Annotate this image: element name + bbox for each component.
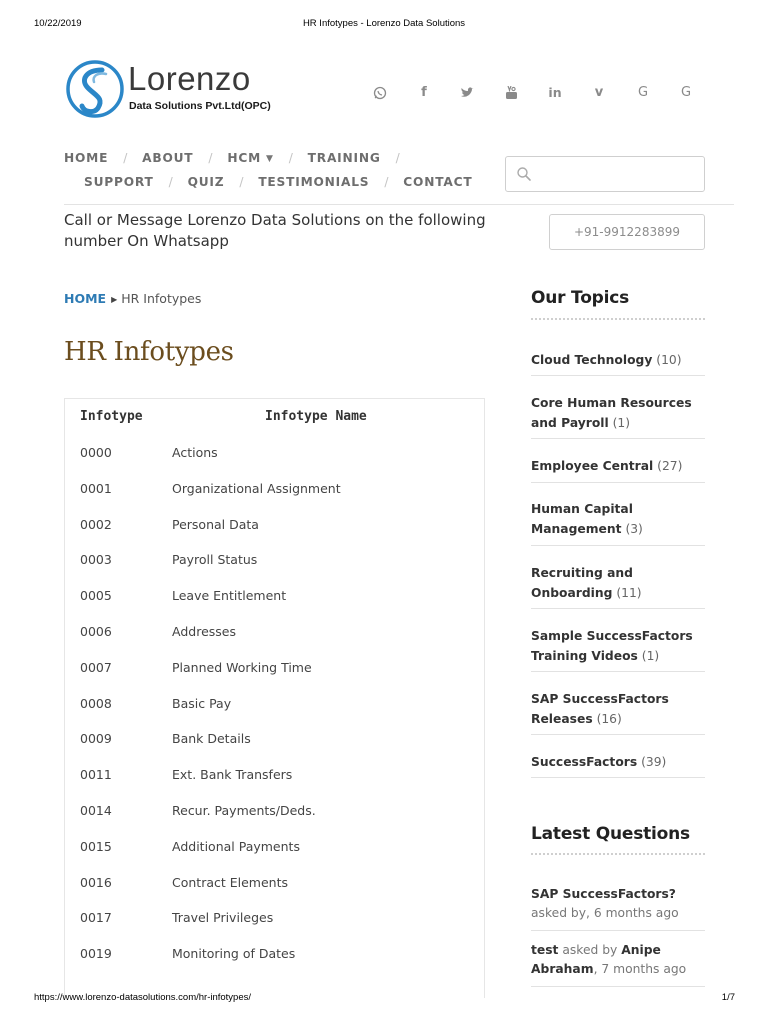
- infotype-code: 0003: [80, 552, 112, 568]
- table-row: [65, 875, 484, 911]
- topic-link[interactable]: [531, 456, 705, 476]
- nav-quiz[interactable]: QUIZ: [187, 175, 225, 189]
- topics-divider: [531, 318, 705, 320]
- topic-divider: [531, 608, 705, 609]
- infotype-code: 0016: [80, 874, 112, 890]
- topic-divider: [531, 438, 705, 439]
- topic-count: (16): [596, 712, 622, 726]
- topic-divider: [531, 777, 705, 778]
- table-row: [65, 910, 484, 946]
- nav-row-1: [64, 151, 415, 169]
- topic-count: (39): [641, 755, 667, 769]
- topic-link[interactable]: [531, 499, 705, 539]
- infotype-name: Bank Details: [172, 731, 251, 747]
- question-time: , 6 months ago: [586, 906, 679, 920]
- question-time: , 7 months ago: [593, 962, 687, 976]
- table-row: [65, 839, 484, 875]
- print-title: HR Infotypes - Lorenzo Data Solutions: [302, 18, 466, 29]
- topic-divider: [531, 734, 705, 735]
- infotype-code: 0000: [80, 445, 112, 460]
- logo-subtitle: Data Solutions Pvt.Ltd(OPC): [129, 100, 271, 112]
- search-input[interactable]: [538, 163, 698, 185]
- question-divider: [531, 930, 705, 931]
- vimeo-icon[interactable]: v: [594, 85, 604, 100]
- topic-link[interactable]: [531, 752, 705, 772]
- nav-separator: /: [384, 175, 390, 189]
- table-header-infotype-name: Infotype Name: [265, 409, 367, 424]
- topic-divider: [531, 482, 705, 483]
- print-page-number: 1/7: [721, 992, 735, 1003]
- caret-down-icon: ▼: [266, 154, 274, 164]
- question-item: [531, 885, 707, 923]
- header-divider: [64, 204, 734, 205]
- topic-name: Recruiting and Onboarding: [531, 566, 633, 600]
- nav-about[interactable]: ABOUT: [142, 151, 194, 165]
- infotype-code: 0017: [80, 910, 112, 926]
- nav-training[interactable]: TRAINING: [307, 151, 381, 165]
- infotype-code: 0006: [80, 624, 112, 639]
- table-row: [65, 660, 484, 696]
- latest-questions-title: Latest Questions: [531, 824, 690, 844]
- print-url: https://www.lorenzo-datasolutions.com/hr-infotypes/: [34, 992, 252, 1003]
- infotype-name: Monitoring of Dates: [172, 946, 296, 962]
- infotype-name: Basic Pay: [172, 695, 232, 711]
- table-row: [65, 552, 484, 588]
- infotype-name: Travel Privileges: [172, 910, 274, 926]
- topic-link[interactable]: [531, 350, 705, 370]
- table-row: [65, 481, 484, 517]
- table-row: [65, 517, 484, 553]
- nav-home[interactable]: HOME: [64, 151, 109, 165]
- breadcrumb-home-link[interactable]: HOME: [64, 291, 107, 306]
- topic-divider: [531, 375, 705, 376]
- infotype-code: 0001: [80, 480, 112, 496]
- topic-count: (10): [656, 353, 682, 367]
- topic-name: Human Capital Management: [531, 502, 633, 536]
- infotype-name: Addresses: [172, 624, 236, 639]
- table-row: [65, 803, 484, 839]
- nav-support[interactable]: SUPPORT: [84, 175, 154, 189]
- topic-name: Cloud Technology: [531, 353, 653, 367]
- questions-divider: [531, 853, 705, 855]
- site-logo[interactable]: [64, 58, 294, 122]
- nav-testimonials[interactable]: TESTIMONIALS: [258, 175, 370, 189]
- search-box[interactable]: [505, 156, 705, 192]
- infotype-name: Ext. Bank Transfers: [172, 767, 293, 783]
- print-header: [0, 18, 768, 32]
- question-asked-label: asked by: [562, 943, 618, 957]
- breadcrumb-current: HR Infotypes: [121, 291, 202, 306]
- question-author[interactable]: Anipe Abraham: [531, 943, 661, 976]
- infotype-name: Recur. Payments/Deds.: [172, 803, 316, 818]
- page-title: HR Infotypes: [64, 337, 234, 367]
- topic-name: Core Human Resources and Payroll: [531, 396, 692, 430]
- infotype-code: 0014: [80, 803, 112, 818]
- infotype-code: 0019: [80, 946, 112, 962]
- whatsapp-icon[interactable]: [369, 84, 391, 102]
- table-header-infotype: Infotype: [80, 409, 143, 424]
- topic-name: Sample SuccessFactors Training Videos: [531, 629, 693, 663]
- infotype-code: 0011: [80, 767, 112, 783]
- infotype-code: 0015: [80, 838, 112, 854]
- infotype-name: Leave Entitlement: [172, 588, 287, 604]
- table-row: [65, 624, 484, 660]
- infotype-code: 0009: [80, 731, 112, 747]
- question-title[interactable]: SAP SuccessFactors?: [531, 887, 676, 901]
- breadcrumb: [64, 291, 201, 306]
- nav-contact[interactable]: CONTACT: [403, 175, 473, 189]
- table-row: [65, 946, 484, 982]
- question-asked-label: asked: [531, 906, 567, 920]
- topic-count: (11): [616, 586, 642, 600]
- search-icon: [516, 166, 532, 182]
- question-title[interactable]: test: [531, 943, 559, 957]
- infotype-table: [64, 398, 485, 998]
- infotype-code: 0008: [80, 695, 112, 711]
- print-footer: [0, 992, 768, 1006]
- lorenzo-logo-icon: [64, 58, 126, 120]
- nav-hcm-label: HCM: [227, 151, 262, 165]
- infotype-code: 0002: [80, 516, 112, 532]
- twitter-icon[interactable]: [456, 84, 478, 102]
- topic-link[interactable]: [531, 393, 705, 433]
- topic-count: (3): [625, 522, 643, 536]
- topic-count: (27): [657, 459, 683, 473]
- topic-divider: [531, 671, 705, 672]
- question-item: [531, 941, 707, 979]
- infotype-name: Payroll Status: [172, 552, 258, 568]
- linkedin-icon[interactable]: in: [548, 85, 562, 100]
- question-divider: [531, 986, 705, 987]
- infotype-name: Actions: [172, 445, 218, 460]
- nav-separator: /: [239, 175, 245, 189]
- table-row: [65, 588, 484, 624]
- youtube-icon[interactable]: [500, 84, 522, 102]
- nav-separator: /: [168, 175, 174, 189]
- nav-separator: /: [123, 151, 129, 165]
- google-plus-icon[interactable]: G: [680, 85, 692, 100]
- nav-separator: /: [208, 151, 214, 165]
- topic-link[interactable]: [531, 563, 705, 603]
- question-by-label: by: [570, 906, 587, 920]
- nav-separator: /: [395, 151, 401, 165]
- infotype-name: Additional Payments: [172, 838, 300, 854]
- infotype-name: Personal Data: [172, 516, 259, 532]
- topic-name: Employee Central: [531, 459, 654, 473]
- nav-hcm[interactable]: [227, 151, 273, 165]
- topic-count: (1): [641, 649, 660, 663]
- nav-row-2: [84, 175, 472, 193]
- phone-number-button[interactable]: +91-9912283899: [549, 214, 705, 250]
- our-topics-title: Our Topics: [531, 288, 630, 308]
- whatsapp-call-message: Call or Message Lorenzo Data Solutions on the following number On Whatsapp: [64, 211, 486, 250]
- caret-right-icon: ▶: [111, 295, 118, 304]
- topic-name: SAP SuccessFactors Releases: [531, 692, 669, 726]
- infotype-code: 0007: [80, 659, 112, 675]
- facebook-icon[interactable]: f: [421, 85, 427, 100]
- table-row: [65, 731, 484, 767]
- infotype-name: Planned Working Time: [172, 659, 312, 675]
- topic-divider: [531, 545, 705, 546]
- table-row: [65, 696, 484, 732]
- infotype-name: Contract Elements: [172, 874, 289, 890]
- google-icon[interactable]: G: [637, 85, 649, 100]
- topic-name: SuccessFactors: [531, 755, 638, 769]
- logo-name: Lorenzo: [128, 60, 251, 97]
- infotype-code: 0005: [80, 588, 112, 604]
- topic-link[interactable]: [531, 626, 705, 666]
- print-date: 10/22/2019: [34, 18, 82, 29]
- topic-link[interactable]: [531, 689, 705, 729]
- infotype-name: Organizational Assignment: [172, 480, 341, 496]
- table-row: [65, 445, 484, 481]
- topic-count: (1): [612, 416, 631, 430]
- nav-separator: /: [288, 151, 294, 165]
- table-row: [65, 767, 484, 803]
